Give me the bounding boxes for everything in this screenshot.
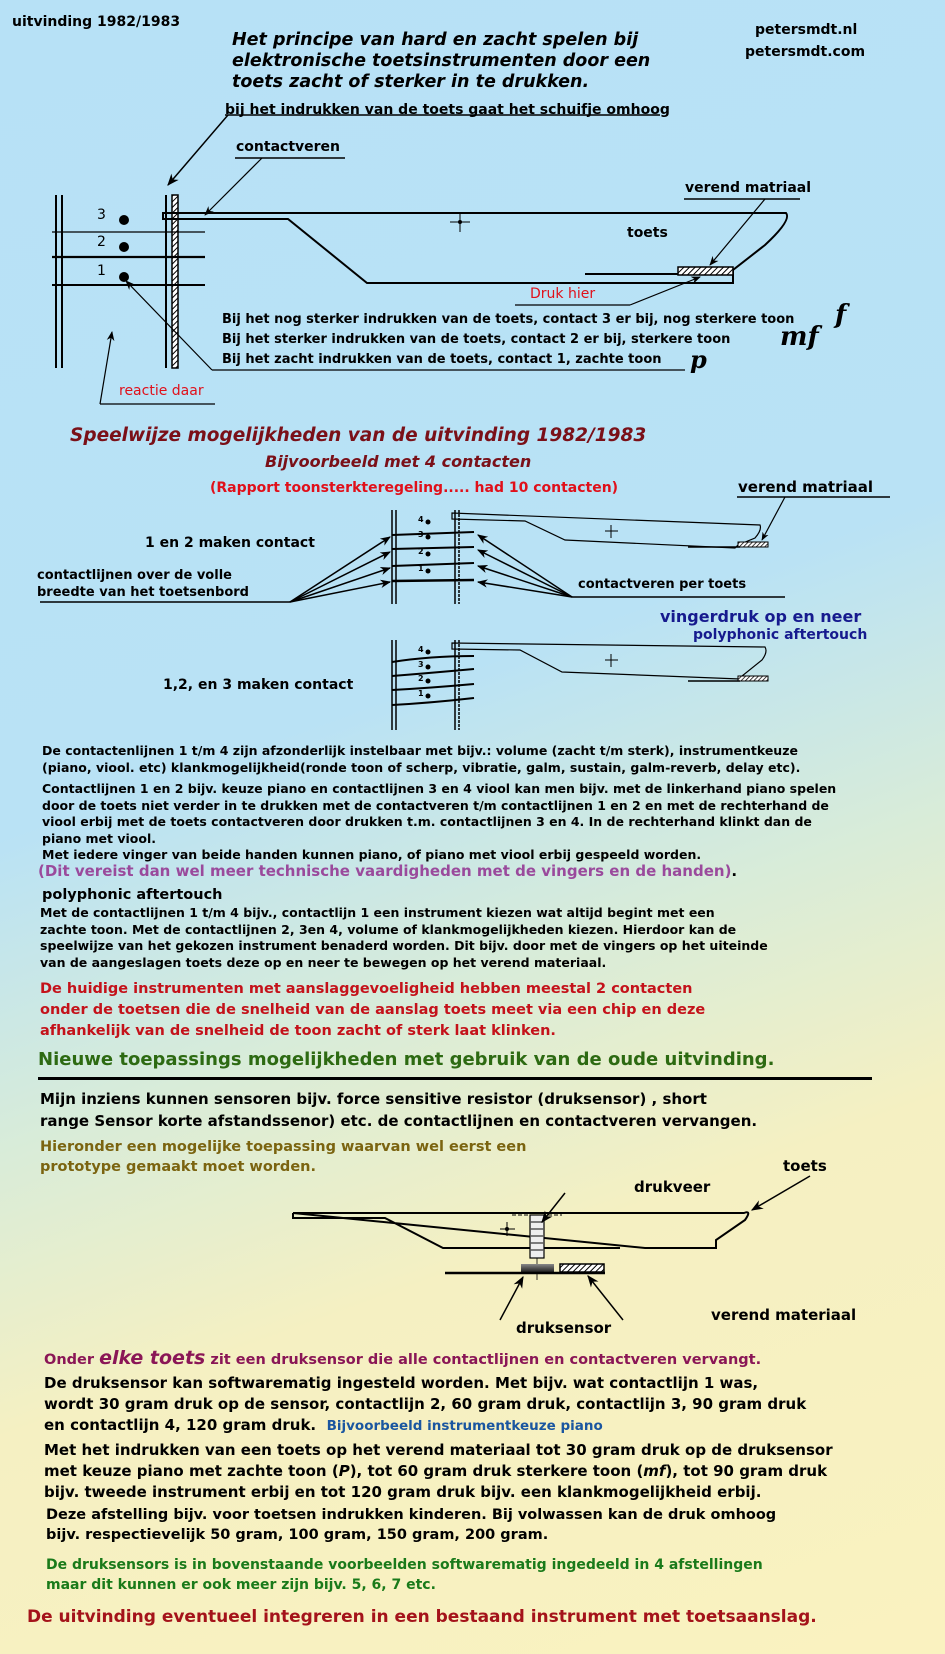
contact-number-2: 2 — [418, 547, 424, 556]
contact3-description: Bij het nog sterker indrukken van de toets, contact 3 er bij, nog sterkere toon — [222, 312, 795, 327]
text-line: Deze afstelling bijv. voor toetsen indrukken kinderen. Bij volwassen kan de druk omhoog — [46, 1507, 777, 1523]
text-line — [44, 1461, 833, 1482]
druksensor-label: druksensor — [516, 1319, 612, 1337]
text-line: Met iedere vinger van beide handen kunnen piano, of piano met viool erbij gespeeld worden. — [42, 847, 702, 862]
key-shape — [293, 1212, 748, 1248]
dynamic-f: f — [835, 300, 847, 330]
section2-title: Speelwijze mogelijkheden van de uitvinding 1982/1983 — [70, 425, 647, 446]
druk-hier-label: Druk hier — [530, 286, 596, 302]
onder-prefix: Onder — [44, 1352, 100, 1368]
text-line: zachte toon. Met de contactlijnen 2, 3en 4, volume of klankmogelijkheden kiezen. Hierdoor kan de — [40, 921, 737, 937]
spring-material — [560, 1264, 604, 1272]
text-line-part: en contactlijn 4, 120 gram druk. — [44, 1416, 317, 1434]
reactie-daar-label: reactie daar — [119, 383, 204, 399]
contact-number-1: 1 — [97, 263, 106, 279]
text-line: viool erbij met de toets contactveren door drukken t.m. contactlijnen 3 en 4. In de rechterhand klinkt dan de — [42, 814, 812, 829]
text-line: afhankelijk van de snelheid de toon zacht of sterk laat klinken. — [40, 1023, 556, 1039]
text-line: range Sensor korte afstandssenor) etc. de contactlijnen en contactveren vervangen. — [40, 1112, 758, 1130]
contactveren-label: contactveren — [236, 139, 341, 155]
contact2-description: Bij het sterker indrukken van de toets, contact 2 er bij, sterkere toon — [222, 332, 731, 347]
contact-number-2: 2 — [97, 234, 106, 250]
title-line: elektronische toetsinstrumenten door een — [232, 51, 651, 71]
verend-matriaal-label-2: verend matriaal — [738, 478, 874, 496]
text-line: (piano, viool. etc) klankmogelijkheid(ronde toon of scherp, vibratie, galm, sustain, galm-reverb, delay etc). — [42, 759, 801, 775]
dynamic-mf: mf — [643, 1462, 666, 1480]
site-link-nl[interactable]: petersmdt.nl — [755, 22, 858, 38]
text-line: Hieronder een mogelijke toepassing waarvan wel eerst een — [40, 1139, 527, 1155]
contact-number-1: 1 — [418, 564, 424, 573]
toets-label-3: toets — [783, 1157, 827, 1175]
aftertouch-heading: polyphonic aftertouch — [42, 887, 223, 903]
vingerdruk-label: vingerdruk op en neer — [660, 607, 862, 626]
text-line: maar dit kunnen er ook meer zijn bijv. 5, 6, 7 etc. — [46, 1577, 436, 1593]
contact-number-4: 4 — [418, 515, 424, 524]
text-line: onder de toetsen die de snelheid van de aanslag toets meet via een chip en deze — [40, 1002, 706, 1018]
site-link-com[interactable]: petersmdt.com — [745, 44, 866, 60]
paragraph-afstellingen-aantal — [46, 1555, 763, 1595]
verend-materiaal-label-3: verend materiaal — [711, 1306, 857, 1324]
text-line-part: ), tot 90 gram druk — [665, 1462, 828, 1480]
text-line: De druksensors is in bovenstaande voorbeelden softwarematig ingedeeld in 4 afstellingen — [46, 1557, 763, 1573]
text-line: Met het indrukken van een toets op het verend materiaal tot 30 gram druk op de druksensor — [44, 1441, 833, 1459]
paragraph-druksensor-instelling — [44, 1373, 806, 1437]
text-line: wordt 30 gram druk op de sensor, contactlijn 2, 60 gram druk, contactlijn 3, 90 gram druk — [44, 1395, 807, 1413]
contact-label-1-2: 1 en 2 maken contact — [145, 535, 315, 551]
contact-number-4b: 4 — [418, 645, 424, 654]
contactlijnen-line: breedte van het toetsenbord — [37, 585, 249, 600]
text-line: Met de contactlijnen 1 t/m 4 bijv., contactlijn 1 een instrument kiezen wat altijd begint met een — [40, 905, 715, 920]
pressure-sensor — [521, 1264, 554, 1272]
title-line: Het principe van hard en zacht spelen bij — [232, 30, 639, 50]
title-line: toets zacht of sterker in te drukken. — [232, 72, 590, 92]
technique-note-end: . — [731, 862, 738, 880]
drukveer-label: drukveer — [634, 1178, 711, 1196]
text-line: Mijn inziens kunnen sensoren bijv. force sensitive resistor (druksensor) , short — [40, 1090, 707, 1108]
text-line: piano met viool. — [42, 830, 156, 846]
contact-number-3b: 3 — [418, 660, 424, 669]
paragraph-afstelling — [46, 1505, 776, 1545]
aftertouch-label: polyphonic aftertouch — [693, 627, 868, 643]
footer-note: De uitvinding eventueel integreren in een bestaand instrument met toetsaanslag. — [27, 1607, 817, 1627]
onder-suffix: zit een druksensor die alle contactlijnen en contactveren vervangt. — [205, 1352, 762, 1368]
onder-elke-toets-line — [44, 1347, 761, 1369]
contact-number-2b: 2 — [418, 674, 424, 683]
dynamic-mf: mf — [780, 322, 819, 352]
text-line — [44, 1415, 806, 1437]
text-line: De huidige instrumenten met aanslaggevoeligheid hebben meestal 2 contacten — [40, 981, 693, 997]
text-line: bijv. tweede instrument erbij en tot 120 gram druk bijv. een klankmogelijkheid erbij. — [44, 1483, 762, 1501]
contact-label-1-2-3: 1,2, en 3 maken contact — [163, 677, 354, 693]
text-line: door de toets niet verder in te drukken met de contactveren t/m contactlijnen 1 en 2 en met de rechterhand de — [42, 797, 829, 813]
text-line: bijv. respectievelijk 50 gram, 100 gram, 150 gram, 200 gram. — [46, 1527, 549, 1543]
verend-matriaal-label: verend matriaal — [685, 180, 812, 196]
contactveren-per-toets-label: contactveren per toets — [578, 577, 747, 592]
paragraph-druk-gram — [44, 1440, 833, 1503]
contact-number-3: 3 — [418, 530, 424, 539]
text-line-part: met keuze piano met zachte toon ( — [44, 1462, 339, 1480]
invention-year: uitvinding 1982/1983 — [12, 14, 181, 30]
text-line: De druksensor kan softwarematig ingesteld worden. Met bijv. wat contactlijn 1 was, — [44, 1374, 759, 1392]
text-line: De contactenlijnen 1 t/m 4 zijn afzonderlijk instelbaar met bijv.: volume (zacht t/m sterk), instrumentkeuze — [42, 743, 798, 758]
dynamic-P: P — [338, 1462, 350, 1480]
text-line-part: ), tot 60 gram druk sterkere toon ( — [349, 1462, 644, 1480]
contact1-description: Bij het zacht indrukken van de toets, contact 1, zachte toon — [222, 352, 662, 367]
onder-emphasis: elke toets — [99, 1347, 206, 1369]
section3-heading: Nieuwe toepassings mogelijkheden met gebruik van de oude uitvinding. — [38, 1049, 775, 1070]
toets-label: toets — [627, 225, 668, 241]
instrument-note: Bijvoorbeeld instrumentkeuze piano — [326, 1418, 603, 1434]
rapport-note: (Rapport toonsterkteregeling..... had 10 contacten) — [210, 480, 619, 496]
contact-number-1b: 1 — [418, 689, 424, 698]
dynamic-p: p — [690, 345, 707, 374]
text-line: prototype gemaakt moet worden. — [40, 1159, 316, 1175]
text-line: Contactlijnen 1 en 2 bijv. keuze piano en contactlijnen 3 en 4 viool kan men bijv. met de linkerhand piano spelen — [42, 781, 837, 796]
slider-label-text: bij het indrukken van de toets gaat het schuifje omhoog — [225, 102, 670, 118]
text-line: van de aangeslagen toets deze op en neer te bewegen op het verend materiaal. — [40, 954, 607, 970]
contactlijnen-line: contactlijnen over de volle — [37, 568, 232, 583]
section2-subtitle: Bijvoorbeeld met 4 contacten — [265, 452, 532, 471]
contact-number-3: 3 — [97, 207, 106, 223]
text-line: speelwijze van het gekozen instrument benaderd worden. Dit bijv. door met de vingers op het uiteinde — [40, 938, 768, 953]
technique-note-text: (Dit vereist dan wel meer technische vaardigheden met de vingers en de handen) — [38, 862, 732, 880]
